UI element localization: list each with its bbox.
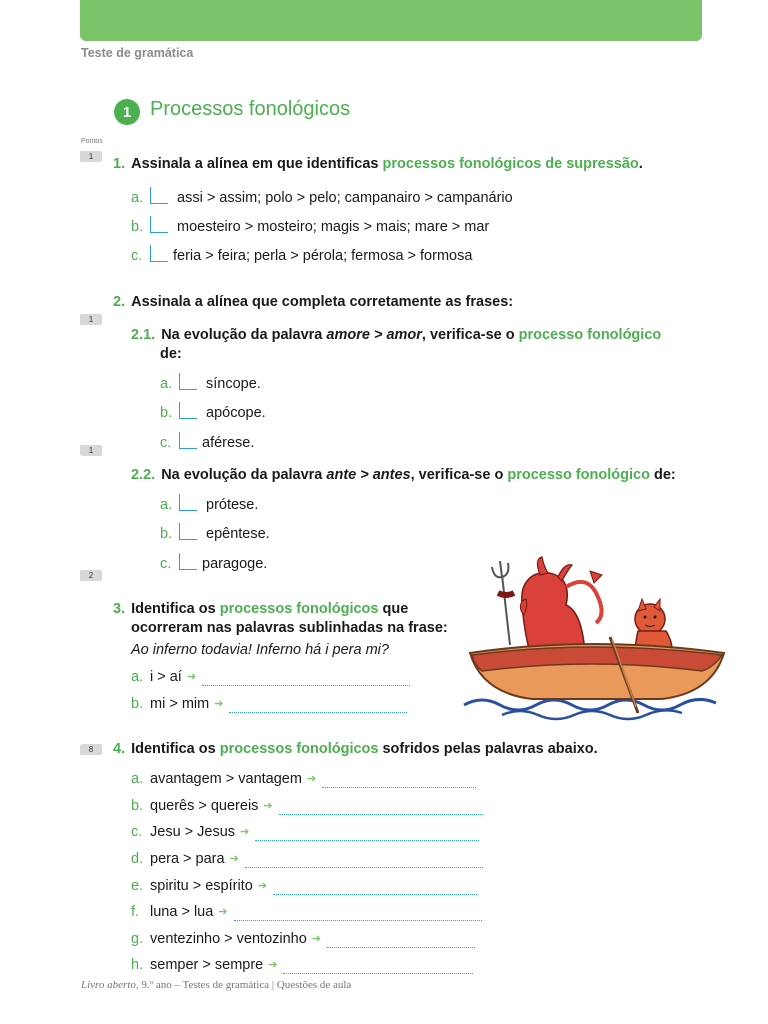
question-2: 2. Assinala a alínea que completa corretamente as frases: xyxy=(113,294,514,310)
q2-2-option-c: c. paragoge. xyxy=(160,555,267,573)
answer-field[interactable] xyxy=(322,776,476,788)
header-bar xyxy=(80,0,702,41)
q4-item-d: d. pera > para ➔ xyxy=(131,850,483,868)
checkbox[interactable] xyxy=(179,402,197,419)
q2-1-option-b: b. apócope. xyxy=(160,404,266,422)
q3-item-b: b. mi > mim ➔ xyxy=(131,695,407,713)
question-2-1: 2.1. Na evolução da palavra amore > amor, verifica-se o processo fonológico de: xyxy=(131,327,662,362)
points-badge-q2-2: 1 xyxy=(80,445,102,456)
q1-option-a: a. assi > assim; polo > pelo; campanairo > campanário xyxy=(131,189,513,207)
q4-item-h: h. semper > sempre ➔ xyxy=(131,956,473,974)
answer-field[interactable] xyxy=(229,701,407,713)
q3-item-a: a. i > aí ➔ xyxy=(131,668,410,686)
q2-2-option-a: a. prótese. xyxy=(160,496,258,514)
q4-item-a: a. avantagem > vantagem ➔ xyxy=(131,770,476,788)
arrow-icon: ➔ xyxy=(229,853,239,865)
arrow-icon: ➔ xyxy=(218,906,228,918)
arrow-icon: ➔ xyxy=(186,671,197,683)
doc-title: Teste de gramática xyxy=(81,46,194,60)
points-badge-q3: 2 xyxy=(80,570,102,581)
answer-field[interactable] xyxy=(202,674,410,686)
checkbox[interactable] xyxy=(179,432,197,449)
q4-item-f: f. luna > lua ➔ xyxy=(131,903,482,921)
arrow-icon: ➔ xyxy=(257,880,267,892)
devils-boat-illustration xyxy=(462,553,730,723)
checkbox[interactable] xyxy=(150,216,168,233)
question-3: 3. Identifica os processos fonológicos que ocorreram nas palavras sublinhadas na frase: xyxy=(113,601,448,636)
checkbox[interactable] xyxy=(150,245,168,262)
arrow-icon: ➔ xyxy=(306,773,317,785)
points-badge-q4: 8 xyxy=(80,744,102,755)
q4-item-e: e. spiritu > espírito ➔ xyxy=(131,877,477,895)
answer-field[interactable] xyxy=(245,856,483,868)
answer-field[interactable] xyxy=(273,883,477,895)
arrow-icon: ➔ xyxy=(263,800,273,812)
q1-option-b: b. moesteiro > mosteiro; magis > mais; mare > mar xyxy=(131,218,489,236)
arrow-icon: ➔ xyxy=(214,698,224,710)
q1-option-c: c. feria > feira; perla > pérola; fermosa > formosa xyxy=(131,247,472,265)
question-4: 4. Identifica os processos fonológicos sofridos pelas palavras abaixo. xyxy=(113,741,598,757)
q2-1-option-c: c. aférese. xyxy=(160,434,254,452)
highlight-text: processos fonológicos de supressão xyxy=(382,156,639,172)
points-badge-q1: 1 xyxy=(80,151,102,162)
q4-item-c: c. Jesu > Jesus ➔ xyxy=(131,823,479,841)
checkbox[interactable] xyxy=(179,494,197,511)
q4-item-g: g. ventezinho > ventozinho ➔ xyxy=(131,930,475,948)
answer-field[interactable] xyxy=(279,803,483,815)
question-number: 1. xyxy=(113,156,126,172)
question-1: 1. Assinala a alínea em que identificas processos fonológicos de supressão. xyxy=(113,156,643,172)
section-number-badge: 1 xyxy=(114,99,140,125)
page-footer: Livro aberto, 9.º ano – Testes de gramática | Questões de aula xyxy=(81,979,352,991)
answer-field[interactable] xyxy=(327,936,475,948)
arrow-icon: ➔ xyxy=(311,933,322,945)
quote-sentence: Ao inferno todavia! Inferno há i pera mi? xyxy=(131,642,389,658)
checkbox[interactable] xyxy=(179,373,197,390)
question-2-2: 2.2. Na evolução da palavra ante > antes, verifica-se o processo fonológico de: xyxy=(131,467,676,483)
answer-field[interactable] xyxy=(283,962,473,974)
checkbox[interactable] xyxy=(150,187,168,204)
checkbox[interactable] xyxy=(179,523,197,540)
answer-field[interactable] xyxy=(234,909,482,921)
arrow-icon: ➔ xyxy=(268,959,278,971)
arrow-icon: ➔ xyxy=(240,826,250,838)
checkbox[interactable] xyxy=(179,553,197,570)
q4-item-b: b. querês > quereis ➔ xyxy=(131,797,483,815)
section-title: Processos fonológicos xyxy=(150,98,351,120)
points-label: Pontos xyxy=(81,138,103,145)
q2-2-option-b: b. epêntese. xyxy=(160,525,270,543)
q2-1-option-a: a. síncope. xyxy=(160,375,261,393)
points-badge-q2-1: 1 xyxy=(80,314,102,325)
answer-field[interactable] xyxy=(255,829,479,841)
